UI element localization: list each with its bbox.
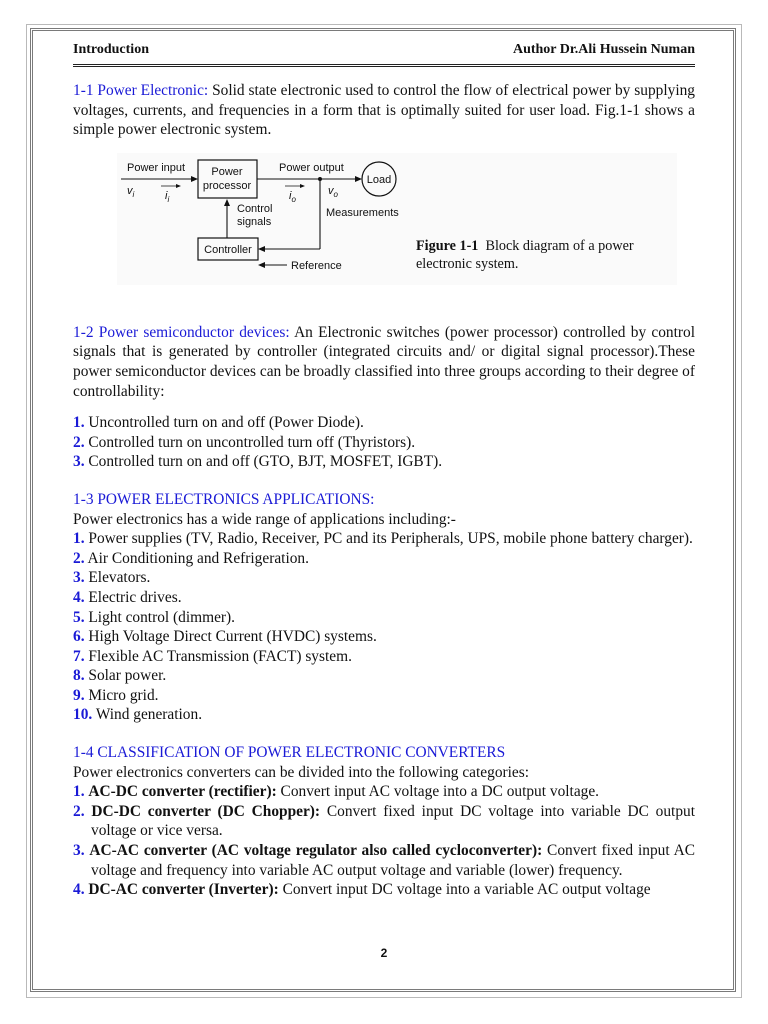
controller-label: Controller — [204, 243, 252, 256]
list-item: 1. Power supplies (TV, Radio, Receiver, PC and its Peripherals, UPS, mobile phone battery charger). — [73, 530, 693, 548]
reference-label: Reference — [291, 259, 342, 272]
section-1-3-title: 1-3 POWER ELECTRONICS APPLICATIONS: — [73, 490, 375, 508]
page-header — [73, 42, 695, 64]
header-right: Author Dr.Ali Hussein Numan — [512, 42, 695, 57]
section-1-4-title: 1-4 CLASSIFICATION OF POWER ELECTRONIC CONVERTERS — [73, 744, 506, 762]
list-item: 3. Controlled turn on and off (GTO, BJT, MOSFET, IGBT). — [73, 453, 443, 471]
load-label: Load — [366, 173, 392, 186]
control-label-1: Control — [237, 202, 273, 215]
figure-1-1 — [73, 153, 695, 311]
list-item: 2. Controlled turn on uncontrolled turn off (Thyristors). — [73, 433, 416, 451]
section-1-3-intro: Power electronics has a wide range of applications including:- — [73, 510, 456, 528]
list-item: 3. Elevators. — [73, 569, 151, 587]
figure-caption-label: Figure 1-1 — [416, 237, 479, 254]
list-item: 5. Light control (dimmer). — [73, 608, 235, 626]
section-1-4-intro: Power electronics converters can be divided into the following categories: — [73, 763, 530, 781]
list-item: 4. Electric drives. — [73, 588, 182, 606]
list-item: 2. Air Conditioning and Refrigeration. — [73, 549, 309, 567]
list-item: 7. Flexible AC Transmission (FACT) system. — [73, 647, 352, 665]
list-item: 3. AC-AC converter (AC voltage regulator also called cycloconverter): Convert fixed input AC voltage and frequency into variable AC output voltage and variable (lower) frequency. — [73, 842, 695, 879]
figure-caption-text: Block diagram of a power electronic system. — [416, 237, 634, 272]
processor-label-2: processor — [202, 179, 252, 192]
list-item: 1. Uncontrolled turn on and off (Power Diode). — [73, 414, 364, 432]
section-1-1-title: 1-1 Power Electronic: — [73, 82, 209, 99]
header-rule — [73, 64, 695, 67]
section-1-2-title: 1-2 Power semiconductor devices: — [73, 323, 290, 341]
list-item: 1. AC-DC converter (rectifier): Convert input AC voltage into a DC output voltage. — [73, 783, 600, 801]
list-item: 4. DC-AC converter (Inverter): Convert input DC voltage into a variable AC output voltage — [73, 881, 651, 899]
list-item: 6. High Voltage Direct Current (HVDC) systems. — [73, 628, 377, 646]
list-item: 9. Micro grid. — [73, 686, 159, 704]
figure-caption — [416, 237, 676, 273]
list-item: 8. Solar power. — [73, 667, 167, 685]
section-1-2-text: An Electronic switches (power processor) controlled by control signals that is generated by controller (integrated circuits and/ or digital signal processor).These power semiconductor devices can be broadly classified into three groups according to their degree of controllability: — [73, 323, 695, 400]
section-1-1 — [73, 81, 695, 140]
control-label-2: signals — [237, 215, 272, 228]
list-item: 10. Wind generation. — [73, 706, 203, 724]
power-input-label: Power input — [127, 161, 186, 174]
ii-label: $i_i$ — [165, 189, 170, 204]
page-number: 2 — [380, 946, 388, 960]
vo-label: $v_o$ — [328, 184, 338, 199]
section-1-2 — [73, 323, 695, 401]
measurements-label: Measurements — [326, 206, 399, 219]
power-output-label: Power output — [279, 161, 344, 174]
list-item: 2. DC-DC converter (DC Chopper): Convert fixed input DC voltage into variable DC output voltage or vice versa. — [73, 802, 696, 840]
io-label: $i_o$ — [289, 189, 296, 204]
vi-label: $v_i$ — [127, 184, 135, 199]
header-left: Introduction — [73, 42, 149, 57]
processor-label-1: Power — [211, 165, 243, 178]
page-content — [73, 81, 695, 900]
section-1-1-text: Solid state electronic used to control the flow of electrical power by supplying voltages, currents, and frequencies in a form that is optimally suited for user load. Fig.1-1 shows a simple power electronic system. — [73, 82, 695, 139]
